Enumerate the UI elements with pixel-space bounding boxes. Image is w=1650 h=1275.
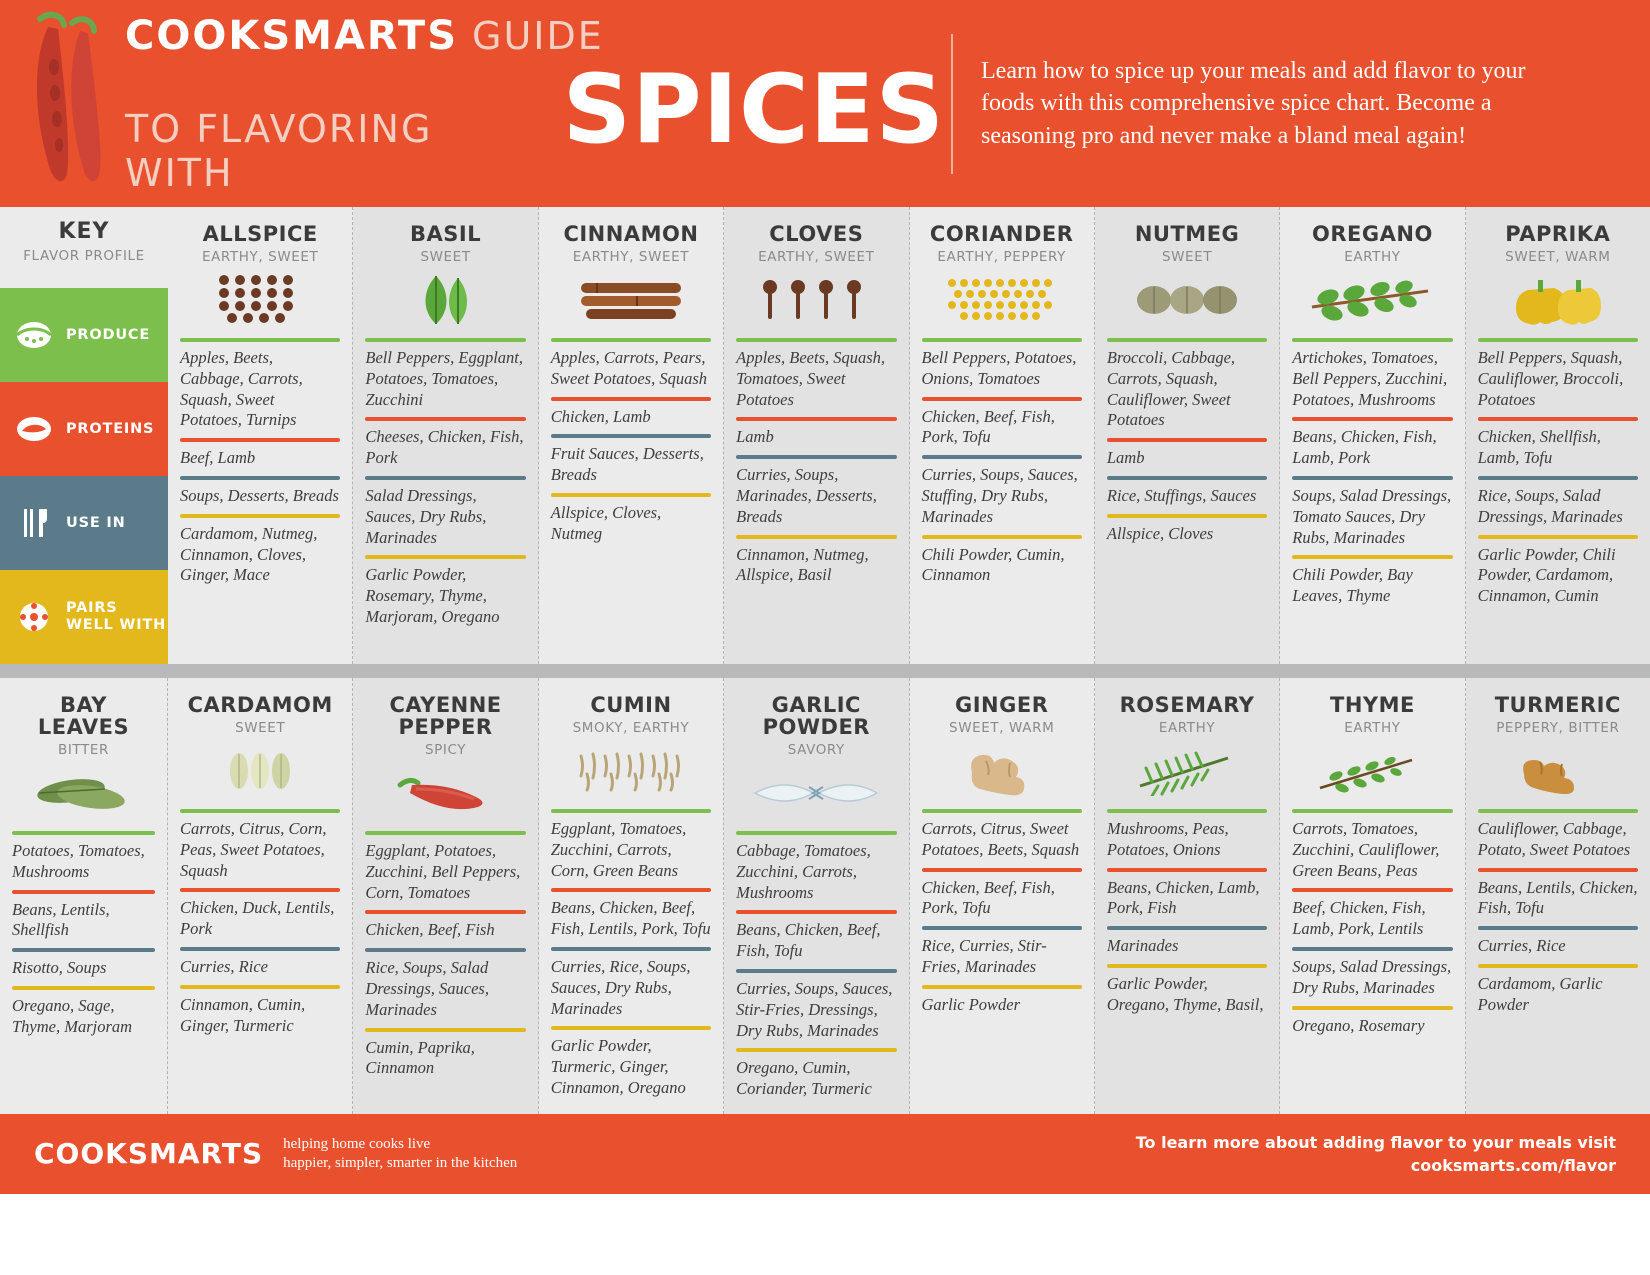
spice-profile: EARTHY, SWEET bbox=[201, 249, 319, 266]
usein-items: Risotto, Soups bbox=[12, 958, 107, 978]
spice-card-cinnamon bbox=[539, 207, 724, 664]
produce-items: Eggplant, Tomatoes, Zucchini, Carrots, Corn, Green Beans bbox=[550, 819, 687, 880]
produce-items: Carrots, Citrus, Sweet Potatoes, Beets, Squash bbox=[921, 819, 1080, 859]
pairs-items: Allspice, Cloves bbox=[1106, 523, 1214, 543]
spice-profile: SMOKY, EARTHY bbox=[572, 720, 690, 737]
spice-profile: SWEET, WARM bbox=[1505, 249, 1611, 266]
pairs-items: Cardamom, Nutmeg, Cinnamon, Cloves, Ginger, Mace bbox=[180, 523, 318, 585]
produce-bar bbox=[1107, 338, 1267, 342]
pairs-bar bbox=[922, 535, 1082, 539]
protein-items: Beans, Lentils, Chicken, Fish, Tofu bbox=[1477, 877, 1638, 918]
pairs-bar bbox=[1478, 964, 1638, 968]
footer-tagline-line1: helping home cooks live bbox=[283, 1136, 431, 1153]
produce-bar bbox=[736, 831, 896, 835]
spice-profile: BITTER bbox=[57, 742, 109, 759]
protein-bar bbox=[736, 910, 896, 914]
rosemary-sprig-icon bbox=[1107, 740, 1267, 802]
turmeric-root-icon bbox=[1478, 740, 1638, 802]
pairs-items: Garlic Powder bbox=[921, 994, 1021, 1014]
produce-bar bbox=[551, 338, 711, 342]
coriander-seeds-icon bbox=[922, 269, 1082, 331]
produce-items: Apples, Carrots, Pears, Sweet Potatoes, Squash bbox=[550, 348, 708, 388]
bay-leaves-icon bbox=[12, 762, 155, 824]
spice-profile: EARTHY bbox=[1158, 720, 1216, 737]
protein-items: Chicken, Beef, Fish bbox=[365, 920, 495, 940]
key-label-usein: USE IN bbox=[66, 514, 126, 531]
protein-bar bbox=[922, 868, 1082, 872]
protein-items: Lamb bbox=[1106, 448, 1145, 468]
pairs-bar bbox=[1292, 555, 1452, 559]
produce-items: Mushrooms, Peas, Potatoes, Onions bbox=[1106, 819, 1229, 859]
usein-items: Rice, Stuffings, Sauces bbox=[1106, 485, 1257, 505]
spice-row-1 bbox=[0, 207, 1650, 664]
pairs-items: Cinnamon, Nutmeg, Allspice, Basil bbox=[736, 544, 869, 585]
protein-items: Beans, Lentils, Shellfish bbox=[12, 899, 110, 940]
spice-name: BAY LEAVES bbox=[37, 693, 130, 740]
usein-bar bbox=[922, 926, 1082, 930]
produce-bar bbox=[922, 809, 1082, 813]
protein-items: Beef, Lamb bbox=[180, 448, 256, 468]
ginger-root-icon bbox=[922, 740, 1082, 802]
spice-card-cumin bbox=[539, 678, 724, 1114]
spice-profile: EARTHY, PEPPERY bbox=[937, 249, 1066, 266]
spice-row-2 bbox=[0, 678, 1650, 1114]
usein-items: Curries, Soups, Marinades, Desserts, Breads bbox=[736, 465, 877, 526]
protein-items: Chicken, Duck, Lentils, Pork bbox=[180, 898, 335, 939]
key-row-usein bbox=[0, 476, 168, 570]
usein-bar bbox=[180, 476, 340, 480]
usein-bar bbox=[1478, 476, 1638, 480]
pairs-bar bbox=[12, 986, 155, 990]
produce-items: Bell Peppers, Squash, Cauliflower, Broccoli, Potatoes bbox=[1477, 348, 1624, 409]
pairs-items: Garlic Powder, Oregano, Thyme, Basil, bbox=[1106, 973, 1264, 1014]
spice-name: CINNAMON bbox=[563, 222, 699, 246]
spice-card-garlic-powder bbox=[724, 678, 909, 1114]
pairs-bar bbox=[1478, 535, 1638, 539]
usein-bar bbox=[1107, 476, 1267, 480]
usein-bar bbox=[1478, 926, 1638, 930]
usein-bar bbox=[1292, 947, 1452, 951]
usein-bar bbox=[12, 948, 155, 952]
spice-name: CAYENNE PEPPER bbox=[389, 693, 502, 740]
spice-card-cardamom bbox=[168, 678, 353, 1114]
pairs-items: Garlic Powder, Rosemary, Thyme, Marjoram, Oregano bbox=[365, 565, 500, 626]
usein-items: Soups, Salad Dressings, Dry Rubs, Marinades bbox=[1292, 956, 1452, 997]
usein-items: Curries, Soups, Sauces, Stuffing, Dry Rubs, Marinades bbox=[921, 465, 1078, 526]
produce-bar bbox=[922, 338, 1082, 342]
garlic-icon bbox=[736, 762, 896, 824]
spice-profile: SWEET bbox=[420, 249, 471, 266]
page-title: SPICES bbox=[562, 54, 945, 165]
usein-items: Soups, Salad Dressings, Tomato Sauces, Dry Rubs, Marinades bbox=[1292, 485, 1452, 547]
pairs-bar bbox=[1107, 514, 1267, 518]
cloves-icon bbox=[736, 269, 896, 331]
spice-name: GINGER bbox=[954, 693, 1049, 717]
usein-items: Salad Dressings, Sauces, Dry Rubs, Marinades bbox=[365, 485, 487, 547]
produce-bar bbox=[365, 831, 525, 835]
spice-name: TURMERIC bbox=[1494, 693, 1621, 717]
protein-items: Beans, Chicken, Beef, Fish, Lentils, Pork, Tofu bbox=[550, 898, 711, 939]
produce-items: Apples, Beets, Cabbage, Carrots, Squash, Sweet Potatoes, Turnips bbox=[180, 348, 303, 430]
produce-bar bbox=[551, 809, 711, 813]
produce-bar bbox=[1478, 809, 1638, 813]
produce-items: Carrots, Tomatoes, Zucchini, Cauliflower, Green Beans, Peas bbox=[1292, 819, 1440, 880]
protein-bar bbox=[180, 438, 340, 442]
pairs-items: Chili Powder, Cumin, Cinnamon bbox=[921, 544, 1065, 585]
protein-bar bbox=[180, 888, 340, 892]
protein-items: Chicken, Shellfish, Lamb, Tofu bbox=[1477, 427, 1601, 468]
protein-items: Lamb bbox=[736, 427, 774, 447]
key-panel bbox=[0, 207, 168, 664]
produce-bar bbox=[180, 809, 340, 813]
protein-bar bbox=[1107, 438, 1267, 442]
protein-bar bbox=[922, 397, 1082, 401]
protein-bar bbox=[365, 417, 525, 421]
protein-bar bbox=[1292, 417, 1452, 421]
spice-profile: EARTHY, SWEET bbox=[572, 249, 690, 266]
subtitle-word: TO FLAVORING WITH bbox=[125, 106, 433, 195]
footer-brand: COOKSMARTS bbox=[34, 1137, 264, 1171]
usein-items: Marinades bbox=[1106, 936, 1179, 956]
protein-bar bbox=[1478, 417, 1638, 421]
protein-icon bbox=[12, 407, 56, 451]
spice-profile: EARTHY bbox=[1344, 249, 1401, 266]
key-label-produce: PRODUCE bbox=[66, 326, 151, 343]
footer-tagline bbox=[283, 1135, 517, 1173]
header bbox=[0, 0, 1650, 207]
key-label-pairs: PAIRS WELL WITH bbox=[66, 600, 167, 633]
footer-cta bbox=[1136, 1131, 1616, 1177]
pairs-bar bbox=[365, 555, 525, 559]
pairs-items: Garlic Powder, Chili Powder, Cardamom, Cinnamon, Cumin bbox=[1477, 544, 1616, 606]
produce-items: Carrots, Citrus, Corn, Peas, Sweet Potatoes, Squash bbox=[180, 819, 327, 880]
footer-cta-line1: To learn more about adding flavor to your meals visit bbox=[1135, 1132, 1616, 1152]
protein-items: Beef, Chicken, Fish, Lamb, Pork, Lentils bbox=[1292, 898, 1426, 939]
pairs-bar bbox=[180, 514, 340, 518]
nutmeg-icon bbox=[1107, 269, 1267, 331]
produce-items: Cauliflower, Cabbage, Potato, Sweet Potatoes bbox=[1477, 819, 1631, 859]
protein-items: Chicken, Beef, Fish, Pork, Tofu bbox=[921, 877, 1055, 918]
key-label-proteins: PROTEINS bbox=[66, 420, 155, 437]
spice-card-thyme bbox=[1280, 678, 1465, 1114]
spice-name: GARLIC POWDER bbox=[762, 693, 870, 740]
footer-tagline-line2: happier, simpler, smarter in the kitchen bbox=[283, 1154, 518, 1171]
spice-name: PAPRIKA bbox=[1505, 222, 1611, 246]
protein-bar bbox=[1292, 888, 1452, 892]
usein-bar bbox=[1292, 476, 1452, 480]
spice-card-cayenne-pepper bbox=[353, 678, 538, 1114]
spice-card-cloves bbox=[724, 207, 909, 664]
produce-bar bbox=[365, 338, 525, 342]
spice-card-rosemary bbox=[1095, 678, 1280, 1114]
key-title: KEY bbox=[58, 219, 110, 244]
usein-bar bbox=[736, 969, 896, 973]
produce-items: Bell Peppers, Potatoes, Onions, Tomatoes bbox=[921, 348, 1077, 388]
header-lede: Learn how to spice up your meals and add flavor to your foods with this comprehensive spice chart. Become a seasoning pro and never make a bland meal again! bbox=[981, 57, 1526, 149]
utensils-icon bbox=[12, 501, 56, 545]
spice-card-turmeric bbox=[1466, 678, 1650, 1114]
protein-items: Beans, Chicken, Beef, Fish, Tofu bbox=[736, 920, 881, 961]
spice-name: CARDAMOM bbox=[187, 693, 333, 717]
pairs-items: Oregano, Sage, Thyme, Marjoram bbox=[12, 996, 133, 1036]
protein-items: Chicken, Lamb bbox=[550, 406, 651, 426]
spice-name: THYME bbox=[1330, 693, 1415, 717]
spice-name: CUMIN bbox=[590, 693, 672, 717]
pairs-items: Chili Powder, Bay Leaves, Thyme bbox=[1292, 565, 1413, 606]
brand-word: COOKSMARTS bbox=[125, 12, 459, 59]
pairs-items: Garlic Powder, Turmeric, Ginger, Cinnamon, Oregano bbox=[550, 1036, 686, 1097]
cumin-seeds-icon bbox=[551, 740, 711, 802]
produce-bar bbox=[1107, 809, 1267, 813]
spice-name: CLOVES bbox=[769, 222, 864, 246]
produce-items: Potatoes, Tomatoes, Mushrooms bbox=[12, 841, 145, 881]
protein-items: Beans, Chicken, Fish, Lamb, Pork bbox=[1292, 427, 1437, 468]
spice-card-coriander bbox=[910, 207, 1095, 664]
pairs-bar bbox=[922, 985, 1082, 989]
produce-items: Eggplant, Potatoes, Zucchini, Bell Peppers, Corn, Tomatoes bbox=[365, 841, 521, 902]
pairs-bar bbox=[736, 1048, 896, 1052]
pairs-items: Cumin, Paprika, Cinnamon bbox=[365, 1037, 475, 1078]
usein-bar bbox=[1107, 926, 1267, 930]
spice-profile: PEPPERY, BITTER bbox=[1496, 720, 1620, 737]
cinnamon-sticks-icon bbox=[551, 269, 711, 331]
usein-items: Curries, Rice bbox=[1477, 936, 1566, 956]
usein-items: Curries, Rice, Soups, Sauces, Dry Rubs, Marinades bbox=[550, 956, 691, 1018]
spice-profile: SWEET bbox=[1161, 249, 1213, 266]
pairs-items: Oregano, Cumin, Coriander, Turmeric bbox=[736, 1058, 872, 1099]
spice-name: NUTMEG bbox=[1134, 222, 1240, 246]
usein-items: Soups, Desserts, Breads bbox=[180, 485, 339, 505]
bell-pepper-icon bbox=[1478, 269, 1638, 331]
usein-bar bbox=[365, 948, 525, 952]
usein-items: Rice, Soups, Salad Dressings, Marinades bbox=[1477, 485, 1623, 526]
spice-name: ROSEMARY bbox=[1119, 693, 1255, 717]
key-row-proteins bbox=[0, 382, 168, 476]
produce-bar bbox=[1292, 809, 1452, 813]
cardamom-pods-icon bbox=[180, 740, 340, 802]
produce-items: Apples, Beets, Squash, Tomatoes, Sweet Potatoes bbox=[736, 348, 886, 409]
spice-name: BASIL bbox=[410, 222, 482, 246]
protein-bar bbox=[736, 417, 896, 421]
title-block bbox=[115, 13, 945, 195]
produce-bar bbox=[736, 338, 896, 342]
spice-name: ALLSPICE bbox=[202, 222, 318, 246]
spice-profile: SWEET bbox=[235, 720, 286, 737]
protein-bar bbox=[12, 890, 155, 894]
produce-icon bbox=[12, 313, 56, 357]
spice-profile: EARTHY bbox=[1344, 720, 1401, 737]
pairs-items: Oregano, Rosemary bbox=[1292, 1015, 1425, 1035]
pairs-bar bbox=[551, 493, 711, 497]
pairs-bar bbox=[736, 535, 896, 539]
oregano-sprig-icon bbox=[1292, 269, 1452, 331]
row-separator bbox=[0, 664, 1650, 678]
protein-bar bbox=[1478, 868, 1638, 872]
usein-bar bbox=[551, 434, 711, 438]
spice-card-oregano bbox=[1280, 207, 1465, 664]
usein-bar bbox=[180, 947, 340, 951]
produce-items: Bell Peppers, Eggplant, Potatoes, Tomatoes, Zucchini bbox=[365, 348, 524, 409]
guide-word: GUIDE bbox=[472, 13, 604, 58]
usein-bar bbox=[551, 947, 711, 951]
protein-bar bbox=[365, 910, 525, 914]
usein-bar bbox=[922, 455, 1082, 459]
thyme-sprig-icon bbox=[1292, 740, 1452, 802]
usein-items: Curries, Soups, Sauces, Stir-Fries, Dressings, Dry Rubs, Marinades bbox=[736, 979, 893, 1040]
header-divider bbox=[951, 34, 953, 174]
spice-name: CORIANDER bbox=[929, 222, 1074, 246]
pairs-icon bbox=[12, 595, 56, 639]
basil-leaves-icon bbox=[365, 269, 525, 331]
spice-card-allspice bbox=[168, 207, 353, 664]
chili-pepper-icon bbox=[10, 9, 115, 199]
usein-items: Curries, Rice bbox=[180, 956, 268, 976]
spice-name: OREGANO bbox=[1312, 222, 1433, 246]
produce-bar bbox=[12, 831, 155, 835]
produce-items: Broccoli, Cabbage, Carrots, Squash, Cauliflower, Sweet Potatoes bbox=[1106, 348, 1236, 430]
pairs-bar bbox=[180, 985, 340, 989]
footer bbox=[0, 1114, 1650, 1194]
protein-bar bbox=[551, 397, 711, 401]
produce-items: Artichokes, Tomatoes, Bell Peppers, Zucchini, Potatoes, Mushrooms bbox=[1292, 348, 1448, 409]
spice-profile: SWEET, WARM bbox=[949, 720, 1055, 737]
protein-bar bbox=[1107, 868, 1267, 872]
pairs-bar bbox=[365, 1028, 525, 1032]
pairs-items: Cinnamon, Cumin, Ginger, Turmeric bbox=[180, 994, 306, 1035]
usein-items: Rice, Soups, Salad Dressings, Sauces, Marinades bbox=[365, 958, 489, 1019]
pairs-bar bbox=[551, 1026, 711, 1030]
usein-bar bbox=[365, 476, 525, 480]
key-subtitle: FLAVOR PROFILE bbox=[23, 248, 145, 264]
pairs-bar bbox=[1292, 1006, 1452, 1010]
allspice-berries-icon bbox=[180, 269, 340, 331]
produce-bar bbox=[1478, 338, 1638, 342]
key-row-pairs bbox=[0, 570, 168, 664]
chili-pepper-icon bbox=[365, 762, 525, 824]
spice-card-bay-leaves bbox=[0, 678, 168, 1114]
usein-bar bbox=[736, 455, 896, 459]
usein-items: Fruit Sauces, Desserts, Breads bbox=[550, 444, 704, 485]
footer-cta-url[interactable]: cooksmarts.com/flavor bbox=[1410, 1155, 1616, 1175]
spice-card-nutmeg bbox=[1095, 207, 1280, 664]
protein-items: Beans, Chicken, Lamb, Pork, Fish bbox=[1106, 877, 1260, 918]
spice-profile: SPICY bbox=[424, 742, 467, 759]
protein-items: Chicken, Beef, Fish, Pork, Tofu bbox=[921, 406, 1055, 447]
spice-profile: EARTHY, SWEET bbox=[758, 249, 875, 266]
spice-profile: SAVORY bbox=[787, 742, 845, 759]
produce-bar bbox=[180, 338, 340, 342]
produce-bar bbox=[1292, 338, 1452, 342]
usein-items: Rice, Curries, Stir-Fries, Marinades bbox=[921, 936, 1047, 976]
spice-card-paprika bbox=[1466, 207, 1650, 664]
spice-card-basil bbox=[353, 207, 538, 664]
pairs-items: Allspice, Cloves, Nutmeg bbox=[550, 502, 662, 543]
pairs-bar bbox=[1107, 964, 1267, 968]
key-row-produce bbox=[0, 288, 168, 382]
spice-card-ginger bbox=[910, 678, 1095, 1114]
protein-bar bbox=[551, 888, 711, 892]
pairs-items: Cardamom, Garlic Powder bbox=[1477, 973, 1603, 1014]
protein-items: Cheeses, Chicken, Fish, Pork bbox=[365, 427, 524, 468]
produce-items: Cabbage, Tomatoes, Zucchini, Carrots, Mushrooms bbox=[736, 841, 871, 902]
